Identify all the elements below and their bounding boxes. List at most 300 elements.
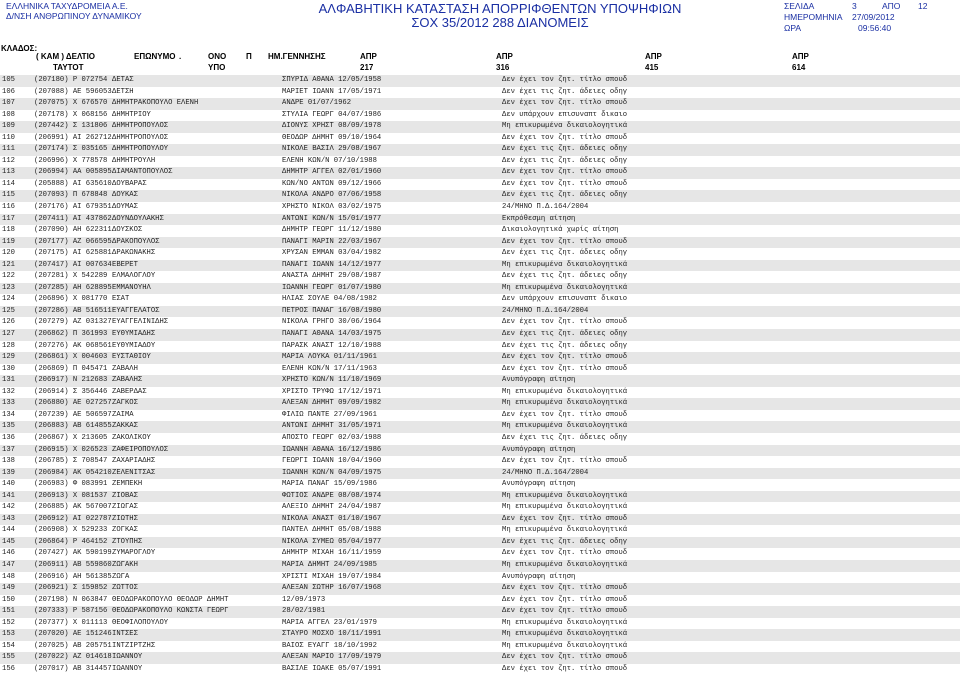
col-rej-1-code: 217 xyxy=(360,63,374,72)
rejection-reason: Δεν έχει τον ζητ. τίτλο σπουδ xyxy=(502,410,628,419)
name-father-birth: ΧΡΙΣΤΙ ΜΙΧΑΗ 19/07/1984 xyxy=(282,572,382,581)
surname: ΔΗΜΗΤΡΙΟΥ xyxy=(112,110,151,119)
row-number: 152 xyxy=(2,618,15,627)
row-number: 144 xyxy=(2,526,15,535)
row-number: 140 xyxy=(2,480,15,489)
name-father-birth: ΑΝΑΣΤΑ ΔΗΜΗΤ 29/08/1987 xyxy=(282,272,382,281)
table-row xyxy=(0,606,960,618)
rejection-reason: Δεν έχει τον ζητ. τίτλο σπουδ xyxy=(502,457,628,466)
id-card: (206885) ΑΚ 567007 xyxy=(34,503,112,512)
time-label: ΩΡΑ xyxy=(784,23,802,33)
id-card: (206994) ΑΑ 005895 xyxy=(34,168,112,177)
col-rej-2-code: 316 xyxy=(496,63,510,72)
id-card: (206861) Χ 004603 xyxy=(34,353,108,362)
name-father-birth: ΠΑΝΑΓΙ ΜΑΡΙΝ 22/03/1967 xyxy=(282,237,382,246)
id-card: (206991) ΑΙ 262712 xyxy=(34,133,112,142)
name-father-birth: ΜΑΡΙΕΤ ΙΩΑΝΝ 17/05/1971 xyxy=(282,87,382,96)
id-card: (205888) ΑΙ 635610 xyxy=(34,179,112,188)
rejection-reason: Δεν έχει τον ζητ. τίτλο σπουδ xyxy=(502,595,628,604)
row-number: 131 xyxy=(2,376,15,385)
name-father-birth: ΝΙΚΟΛΑ ΑΝΔΡΟ 07/06/1958 xyxy=(282,191,382,200)
id-card: (207285) ΑΗ 628895 xyxy=(34,283,112,292)
row-number: 109 xyxy=(2,122,15,131)
rejection-reason: Μη επικυρωμένα δικαιολογητικά xyxy=(502,526,628,535)
row-number: 150 xyxy=(2,595,15,604)
row-number: 105 xyxy=(2,76,15,84)
name-father-birth: ΜΑΡΙΑ ΑΓΓΕΛ 23/01/1979 xyxy=(282,618,377,627)
id-card: (206996) Χ 778578 xyxy=(34,156,108,165)
col-rej-4-code: 614 xyxy=(792,63,806,72)
table-row xyxy=(0,121,960,133)
name-father-birth: ΑΛΕΞΑΝ ΜΑΡΙΟ 17/09/1979 xyxy=(282,653,382,662)
table-row xyxy=(0,479,960,491)
row-number: 156 xyxy=(2,664,15,673)
name-father-birth: ΙΩΑΝΝΗ ΑΘΑΝΑ 16/12/1986 xyxy=(282,445,382,454)
table-row xyxy=(0,306,960,318)
surname: ΙΝΤΣΕΣ xyxy=(112,630,138,639)
row-number: 125 xyxy=(2,306,15,315)
row-number: 147 xyxy=(2,560,15,569)
table-row xyxy=(0,375,960,387)
rejection-reason: 24/ΜΗΝΟ Π.Δ.164/2004 xyxy=(502,468,589,477)
id-card: (206896) Χ 081770 xyxy=(34,295,108,304)
row-number: 155 xyxy=(2,653,15,662)
rejection-reason: Εκπρόθεσμη αίτηση xyxy=(502,214,576,223)
name-father-birth: ΣΠΥΡΙΔ ΑΘΑΝΑ 12/05/1958 xyxy=(282,76,382,84)
rejection-reason: Μη επικυρωμένα δικαιολογητικά xyxy=(502,491,628,500)
row-number: 149 xyxy=(2,584,15,593)
row-number: 142 xyxy=(2,503,15,512)
row-number: 122 xyxy=(2,272,15,281)
table-row xyxy=(0,352,960,364)
surname: ΕΒΕΡΕΤ xyxy=(112,260,138,269)
row-number: 123 xyxy=(2,283,15,292)
row-number: 146 xyxy=(2,549,15,558)
id-card: (206984) ΑΚ 054210 xyxy=(34,468,112,477)
id-card: (206917) Ν 212683 xyxy=(34,376,108,385)
id-card: (207333) Ρ 587156 xyxy=(34,607,108,616)
table-row xyxy=(0,421,960,433)
rejection-reason: Δεν έχει τις ζητ. άδειες οδηγ xyxy=(502,249,628,258)
table-row xyxy=(0,225,960,237)
rejection-reason: Δεν έχει τον ζητ. τίτλο σπουδ xyxy=(502,353,628,362)
surname: ΕΥΑΓΓΕΛΙΝΙΔΗΣ xyxy=(112,318,169,327)
surname: ΖΥΜΑΡΟΓΛΟΥ xyxy=(112,549,156,558)
row-number: 112 xyxy=(2,156,15,165)
table-row xyxy=(0,75,960,87)
id-card: (206862) Π 361993 xyxy=(34,330,108,339)
name-father-birth: ΑΛΕΞΙΟ ΔΗΜΗΤ 24/04/1987 xyxy=(282,503,382,512)
surname: ΕΣΑΤ xyxy=(112,295,130,304)
row-number: 138 xyxy=(2,457,15,466)
id-card: (207198) Ν 063847 xyxy=(34,595,108,604)
row-number: 126 xyxy=(2,318,15,327)
id-card: (206914) Σ 356446 xyxy=(34,387,108,396)
records-table xyxy=(0,75,960,675)
rejection-reason: Μη επικυρωμένα δικαιολογητικά xyxy=(502,503,628,512)
table-row xyxy=(0,502,960,514)
table-row xyxy=(0,514,960,526)
row-number: 132 xyxy=(2,387,15,396)
table-row xyxy=(0,271,960,283)
table-row xyxy=(0,156,960,168)
name-father-birth: ΝΙΚΟΛΑ ΣΥΜΕΩ 05/04/1977 xyxy=(282,537,382,546)
col-dot: . xyxy=(179,52,182,61)
surname: ΕΥΑΓΓΕΛΑΤΟΣ xyxy=(112,306,160,315)
surname: ΔΟΥΝΔΟΥΛΑΚΗΣ xyxy=(112,214,164,223)
name-father-birth: ΠΑΝΤΕΛ ΔΗΜΗΤ 05/08/1988 xyxy=(282,526,382,535)
surname: ΔΟΥΜΑΣ xyxy=(112,203,138,212)
table-row xyxy=(0,618,960,630)
id-card: (207176) ΑΙ 679351 xyxy=(34,203,112,212)
rejection-reason: Δεν υπάρχουν επισυναπτ δικαιο xyxy=(502,295,628,304)
row-number: 127 xyxy=(2,330,15,339)
rejection-reason: Δεν έχει τον ζητ. τίτλο σπουδ xyxy=(502,168,628,177)
surname: ΖΩΓΑΚΗ xyxy=(112,560,138,569)
col-rej-2: ΑΠΡ xyxy=(496,52,513,61)
rejection-reason: Δεν έχει τις ζητ. άδειες οδηγ xyxy=(502,191,628,200)
table-row xyxy=(0,629,960,641)
col-father: Π xyxy=(246,52,252,61)
rejection-reason: Δεν έχει τις ζητ. άδειες οδηγ xyxy=(502,537,628,546)
row-number: 133 xyxy=(2,399,15,408)
name-father-birth: ΜΑΡΙΑ ΔΗΜΗΤ 24/09/1985 xyxy=(282,560,377,569)
table-row xyxy=(0,133,960,145)
rejection-reason: Μη επικυρωμένα δικαιολογητικά xyxy=(502,618,628,627)
id-card: (207090) ΑΗ 622311 xyxy=(34,226,112,235)
surname: ΔΕΤΑΣ xyxy=(112,76,134,84)
table-row xyxy=(0,214,960,226)
table-row xyxy=(0,341,960,353)
id-card: (207178) Χ 068156 xyxy=(34,110,108,119)
id-card: (207417) ΑΙ 007634 xyxy=(34,260,112,269)
surname: ΖΕΜΠΕΚΗ xyxy=(112,480,143,489)
rejection-reason: Μη επικυρωμένα δικαιολογητικά xyxy=(502,422,628,431)
name-father-birth: ΘΕΟΔΩΡ ΔΗΜΗΤ 09/10/1964 xyxy=(282,133,382,142)
id-card: (207093) Π 678848 xyxy=(34,191,108,200)
table-row xyxy=(0,248,960,260)
col-name-sub: ΥΠΟ xyxy=(208,63,226,72)
table-row xyxy=(0,664,960,676)
row-number: 145 xyxy=(2,537,15,546)
rejection-reason: 24/ΜΗΝΟ Π.Δ.164/2004 xyxy=(502,203,589,212)
id-card: (206912) ΑΙ 022787 xyxy=(34,514,112,523)
name-father-birth: ΠΑΝΑΓΙ ΙΩΑΝΝ 14/12/1977 xyxy=(282,260,382,269)
row-number: 130 xyxy=(2,364,15,373)
surname: ΔΙΑΜΑΝΤΟΠΟΥΛΟΣ xyxy=(112,168,173,177)
table-row xyxy=(0,110,960,122)
row-number: 135 xyxy=(2,422,15,431)
row-number: 153 xyxy=(2,630,15,639)
surname: ΖΑΓΚΟΣ xyxy=(112,399,138,408)
rejection-reason: Δεν έχει τον ζητ. τίτλο σπουδ xyxy=(502,514,628,523)
row-number: 115 xyxy=(2,191,15,200)
table-row xyxy=(0,595,960,607)
table-row xyxy=(0,560,960,572)
table-row xyxy=(0,456,960,468)
id-card: (206908) Χ 529233 xyxy=(34,526,108,535)
id-card: (206864) Ρ 464152 xyxy=(34,537,108,546)
name-father-birth: ΔΗΜΗΤΡ ΜΙΧΑΗ 16/11/1959 xyxy=(282,549,382,558)
table-row xyxy=(0,537,960,549)
page-of-label: ΑΠΟ xyxy=(882,1,901,11)
table-row xyxy=(0,583,960,595)
table-row xyxy=(0,491,960,503)
col-id: ( ΚΑΜ ) ΔΕΛΤΙΟ xyxy=(36,52,96,61)
rejection-reason: Δεν έχει τις ζητ. άδειες οδηγ xyxy=(502,433,628,442)
name-father-birth: ΔΗΜΗΤΡ ΓΕΩΡΓ 11/12/1980 xyxy=(282,226,382,235)
rejection-reason: Δεν έχει τον ζητ. τίτλο σπουδ xyxy=(502,607,628,616)
surname: ΖΑΒΕΡΔΑΣ xyxy=(112,387,147,396)
rejection-reason: Δεν έχει τον ζητ. τίτλο σπουδ xyxy=(502,364,628,373)
surname: ΖΙΩΤΗΣ xyxy=(112,514,138,523)
row-number: 119 xyxy=(2,237,15,246)
report-header xyxy=(0,0,960,42)
row-number: 154 xyxy=(2,641,15,650)
id-card: (206911) ΑΒ 559860 xyxy=(34,560,112,569)
table-row xyxy=(0,410,960,422)
page-label: ΣΕΛΙΔΑ xyxy=(784,1,815,11)
id-card: (207286) ΑΒ 516511 xyxy=(34,306,112,315)
surname: ΙΩΑΝΝΟΥ xyxy=(112,664,143,673)
report-date: 27/09/2012 xyxy=(852,12,895,22)
name-father-birth: ΠΕΤΡΟΣ ΠΑΝΑΓ 16/08/1980 xyxy=(282,306,382,315)
rejection-reason: Δεν έχει τον ζητ. τίτλο σπουδ xyxy=(502,318,628,327)
rejection-reason: Μη επικυρωμένα δικαιολογητικά xyxy=(502,399,628,408)
row-number: 136 xyxy=(2,433,15,442)
name-father-birth: ΕΛΕΝΗ ΚΩΝ/Ν 07/10/1988 xyxy=(282,156,377,165)
row-number: 120 xyxy=(2,249,15,258)
id-card: (207177) ΑΖ 066595 xyxy=(34,237,112,246)
report-time: 09:56:40 xyxy=(858,23,892,33)
surname: ΖΩΤΤΟΣ xyxy=(112,584,138,593)
date-label: ΗΜΕΡΟΜΗΝΙΑ xyxy=(784,12,843,22)
row-number: 116 xyxy=(2,203,15,212)
surname: ΖΕΛΕΝΙΤΣΑΣ xyxy=(112,468,156,477)
surname: ΖΑΧΑΡΙΑΔΗΣ xyxy=(112,457,156,466)
surname: ΖΤΟΥΠΗΣ xyxy=(112,537,143,546)
column-headers xyxy=(0,52,960,76)
table-row xyxy=(0,283,960,295)
table-row xyxy=(0,87,960,99)
surname: ΘΕΟΔΩΡΑΚΟΠΟΥΛΟ ΚΩΝΣΤΑ ΓΕΩΡΓ xyxy=(112,607,229,616)
id-card: (206916) ΑΗ 561385 xyxy=(34,572,112,581)
rejection-reason: Δεν υπάρχουν επισυναπτ δικαιο xyxy=(502,110,628,119)
name-father-birth: ΧΡΙΣΤΟ ΤΡΥΦΩ 17/12/1971 xyxy=(282,387,382,396)
id-card: (207180) Ρ 072754 xyxy=(34,76,108,84)
surname: ΖΙΟΒΑΣ xyxy=(112,491,138,500)
surname: ΔΟΥΣΚΟΣ xyxy=(112,226,143,235)
id-card: (207020) ΑΕ 151246 xyxy=(34,630,112,639)
name-father-birth: ΗΛΙΑΣ ΣΟΥΛΕ 04/08/1982 xyxy=(282,295,377,304)
id-card: (207442) Σ 131806 xyxy=(34,122,108,131)
name-father-birth: ΣΤΥΛΙΑ ΓΕΩΡΓ 04/07/1986 xyxy=(282,110,382,119)
table-row xyxy=(0,445,960,457)
name-father-birth: ΔΗΜΗΤΡ ΑΓΓΕΛ 02/01/1960 xyxy=(282,168,382,177)
name-father-birth: ΦΙΛΙΩ ΠΑΝΤΕ 27/09/1961 xyxy=(282,410,377,419)
surname: ΖΑΚΚΑΣ xyxy=(112,422,138,431)
row-number: 151 xyxy=(2,607,15,616)
row-number: 134 xyxy=(2,410,15,419)
surname: ΕΜΜΑΝΟΥΗΛ xyxy=(112,283,151,292)
id-card: (206983) Φ 083991 xyxy=(34,480,108,489)
row-number: 129 xyxy=(2,353,15,362)
row-number: 117 xyxy=(2,214,15,223)
name-father-birth: ΑΛΕΞΑΝ ΣΩΤΗΡ 16/07/1968 xyxy=(282,584,382,593)
name-father-birth: ΑΛΕΞΑΝ ΔΗΜΗΤ 09/09/1982 xyxy=(282,399,382,408)
table-row xyxy=(0,641,960,653)
row-number: 139 xyxy=(2,468,15,477)
id-card: (207427) ΑΚ 590199 xyxy=(34,549,112,558)
name-father-birth: ΝΙΚΟΛΕ ΒΑΣΙΛ 29/08/1967 xyxy=(282,145,382,154)
id-card: (206869) Π 045471 xyxy=(34,364,108,373)
surname: ΔΟΥΒΑΡΑΣ xyxy=(112,179,147,188)
table-row xyxy=(0,237,960,249)
report-title: ΑΛΦΑΒΗΤΙΚΗ ΚΑΤΑΣΤΑΣΗ ΑΠΟΡΡΙΦΘΕΝΤΩΝ ΥΠΟΨΗΦΙΩΝ xyxy=(318,1,682,16)
surname: ΔΗΜΗΤΡΟΥΛΗ xyxy=(112,156,156,165)
rejection-reason: Δεν έχει τις ζητ. άδειες οδηγ xyxy=(502,341,628,350)
report-subtitle: ΣΟΧ 35/2012 288 ΔΙΑΝΟΜΕΙΣ xyxy=(411,15,589,30)
id-card: (207377) Χ 011113 xyxy=(34,618,108,627)
rejection-reason: Μη επικυρωμένα δικαιολογητικά xyxy=(502,387,628,396)
id-card: (206913) Χ 081537 xyxy=(34,491,108,500)
rejection-reason: 24/ΜΗΝΟ Π.Δ.164/2004 xyxy=(502,306,589,315)
id-card: (206921) Σ 159852 xyxy=(34,584,108,593)
name-father-birth: ΧΡΥΣΑΝ ΕΜΜΑΝ 03/04/1982 xyxy=(282,249,382,258)
table-row xyxy=(0,329,960,341)
table-row xyxy=(0,433,960,445)
id-card: (207025) ΑΒ 205751 xyxy=(34,641,112,650)
row-number: 137 xyxy=(2,445,15,454)
surname: ΖΑΙΜΑ xyxy=(112,410,134,419)
organization-name: ΕΛΛΗΝΙΚΑ ΤΑΧΥΔΡΟΜΕΙΑ Α.Ε. xyxy=(6,1,128,11)
table-row xyxy=(0,144,960,156)
row-number: 110 xyxy=(2,133,15,142)
row-number: 107 xyxy=(2,99,15,108)
rejection-reason: Δικαιολογητικά χωρίς αίτηση xyxy=(502,226,619,235)
rejection-reason: Μη επικυρωμένα δικαιολογητικά xyxy=(502,641,628,650)
row-number: 141 xyxy=(2,491,15,500)
surname: ΖΑΦΕΙΡΟΠΟΥΛΟΣ xyxy=(112,445,169,454)
surname: ΖΑΒΑΛΗ xyxy=(112,364,138,373)
table-row xyxy=(0,652,960,664)
branch-label: ΚΛΑΔΟΣ: xyxy=(1,44,38,53)
table-row xyxy=(0,98,960,110)
name-father-birth: ΔΙΟΝΥΣ ΧΡΗΣΤ 08/09/1978 xyxy=(282,122,382,131)
name-father-birth: ΒΑΣΙΛΕ ΙΩΑΚΕ 05/07/1991 xyxy=(282,664,382,673)
rejection-reason: Δεν έχει τον ζητ. τίτλο σπουδ xyxy=(502,179,628,188)
name-father-birth: ΧΡΗΣΤΟ ΚΩΝ/Ν 11/10/1969 xyxy=(282,376,382,385)
id-card: (207411) ΑΙ 437862 xyxy=(34,214,112,223)
table-row xyxy=(0,260,960,272)
table-row xyxy=(0,167,960,179)
surname: ΔΡΑΚΟΠΟΥΛΟΣ xyxy=(112,237,160,246)
name-father-birth: ΒΑΙΟΣ ΕΥΑΓΓ 18/10/1992 xyxy=(282,641,377,650)
row-number: 106 xyxy=(2,87,15,96)
surname: ΔΟΥΚΑΣ xyxy=(112,191,138,200)
name-father-birth: ΦΩΤΙΟΣ ΑΝΔΡΕ 08/08/1974 xyxy=(282,491,382,500)
rejection-reason: Δεν έχει τον ζητ. τίτλο σπουδ xyxy=(502,664,628,673)
id-card: (207088) ΑΕ 596053 xyxy=(34,87,112,96)
row-number: 113 xyxy=(2,168,15,177)
name-father-birth: ΠΑΝΑΓΙ ΑΘΑΝΑ 14/03/1975 xyxy=(282,330,382,339)
col-rej-4: ΑΠΡ xyxy=(792,52,809,61)
rejection-reason: Δεν έχει τις ζητ. άδειες οδηγ xyxy=(502,330,628,339)
name-father-birth: ΑΠΟΣΤΟ ΓΕΩΡΓ 02/03/1988 xyxy=(282,433,382,442)
col-name: ΟΝΟ xyxy=(208,52,227,61)
rejection-reason: Ανυπόγραφη αίτηση xyxy=(502,572,576,581)
surname: ΖΑΚΟΛΙΚΟΥ xyxy=(112,433,151,442)
rejection-reason: Δεν έχει τον ζητ. τίτλο σπουδ xyxy=(502,549,628,558)
surname: ΖΙΩΓΑΣ xyxy=(112,503,138,512)
id-card: (206883) ΑΒ 614855 xyxy=(34,422,112,431)
col-rej-3: ΑΠΡ xyxy=(645,52,662,61)
name-father-birth: ΝΙΚΟΛΑ ΓΡΗΓΟ 30/06/1964 xyxy=(282,318,382,327)
surname: ΕΥΘΥΜΙΑΔΗΣ xyxy=(112,330,156,339)
id-card: (207017) ΑΒ 314457 xyxy=(34,664,112,673)
table-row xyxy=(0,179,960,191)
name-father-birth: ΙΩΑΝΝΗ ΚΩΝ/Ν 04/09/1975 xyxy=(282,468,382,477)
name-father-birth: ΑΝΤΩΝΙ ΔΗΜΗΤ 31/05/1971 xyxy=(282,422,382,431)
name-father-birth: ΚΩΝ/ΝΟ ΑΝΤΩΝ 09/12/1966 xyxy=(282,179,382,188)
rejection-reason: Δεν έχει τις ζητ. άδειες οδηγ xyxy=(502,87,628,96)
name-father-birth: ΜΑΡΙΑ ΛΟΥΚΑ 01/11/1961 xyxy=(282,353,377,362)
surname: ΔΕΤΣΗ xyxy=(112,87,134,96)
surname: ΙΝΤΖΙΡΤΖΗΣ xyxy=(112,641,156,650)
name-father-birth: ΧΡΗΣΤΟ ΝΙΚΟΛ 03/02/1975 xyxy=(282,203,382,212)
rejection-reason: Δεν έχει τον ζητ. τίτλο σπουδ xyxy=(502,133,628,142)
row-number: 108 xyxy=(2,110,15,119)
col-surname: ΕΠΩΝΥΜΟ xyxy=(134,52,176,61)
col-birthdate: ΗΜ.ΓΕΝΝΗΣΗΣ xyxy=(268,52,326,61)
table-row xyxy=(0,387,960,399)
rejection-reason: Δεν έχει τον ζητ. τίτλο σπουδ xyxy=(502,99,628,108)
name-father-birth: ΠΑΡΑΣΚ ΑΝΑΣΤ 12/10/1988 xyxy=(282,341,382,350)
row-number: 114 xyxy=(2,179,15,188)
surname: ΘΕΟΔΩΡΑΚΟΠΟΥΛΟ ΘΕΟΔΩΡ ΔΗΜΗΤ xyxy=(112,595,229,604)
col-rej-1: ΑΠΡ xyxy=(360,52,377,61)
page-total: 12 xyxy=(918,1,928,11)
rejection-reason: Ανυπόγραφη αίτηση xyxy=(502,376,576,385)
id-card: (207239) ΑΕ 506597 xyxy=(34,410,112,419)
row-number: 118 xyxy=(2,226,15,235)
surname: ΕΥΘΥΜΙΑΔΟΥ xyxy=(112,341,156,350)
surname: ΖΩΓΑ xyxy=(112,572,130,581)
table-row xyxy=(0,525,960,537)
surname: ΔΗΜΗΤΡΟΠΟΥΛΟΥ xyxy=(112,145,169,154)
surname: ΙΩΑΝΝΟΥ xyxy=(112,653,143,662)
page-number: 3 xyxy=(852,1,857,11)
rejection-reason: Μη επικυρωμένα δικαιολογητικά xyxy=(502,630,628,639)
table-row xyxy=(0,294,960,306)
surname: ΖΑΒΑΛΗΣ xyxy=(112,376,143,385)
id-card: (207175) ΑΙ 625881 xyxy=(34,249,112,258)
name-father-birth: ΝΙΚΟΛΑ ΑΝΑΣΤ 01/10/1967 xyxy=(282,514,382,523)
table-row xyxy=(0,548,960,560)
col-rej-3-code: 415 xyxy=(645,63,659,72)
rejection-reason: Μη επικυρωμένα δικαιολογητικά xyxy=(502,260,628,269)
surname: ΔΗΜΗΤΡΟΠΟΥΛΟΣ xyxy=(112,133,169,142)
id-card: (206915) Χ 026523 xyxy=(34,445,108,454)
id-card: (207075) Χ 676570 xyxy=(34,99,108,108)
row-number: 121 xyxy=(2,260,15,269)
table-row xyxy=(0,202,960,214)
rejection-reason: Δεν έχει τον ζητ. τίτλο σπουδ xyxy=(502,584,628,593)
name-father-birth: ΣΤΑΥΡΟ ΜΟΣΧΟ 10/11/1991 xyxy=(282,630,382,639)
rejection-reason: Δεν έχει τον ζητ. τίτλο σπουδ xyxy=(502,76,628,84)
table-row xyxy=(0,317,960,329)
id-card: (207276) ΑΚ 068561 xyxy=(34,341,112,350)
